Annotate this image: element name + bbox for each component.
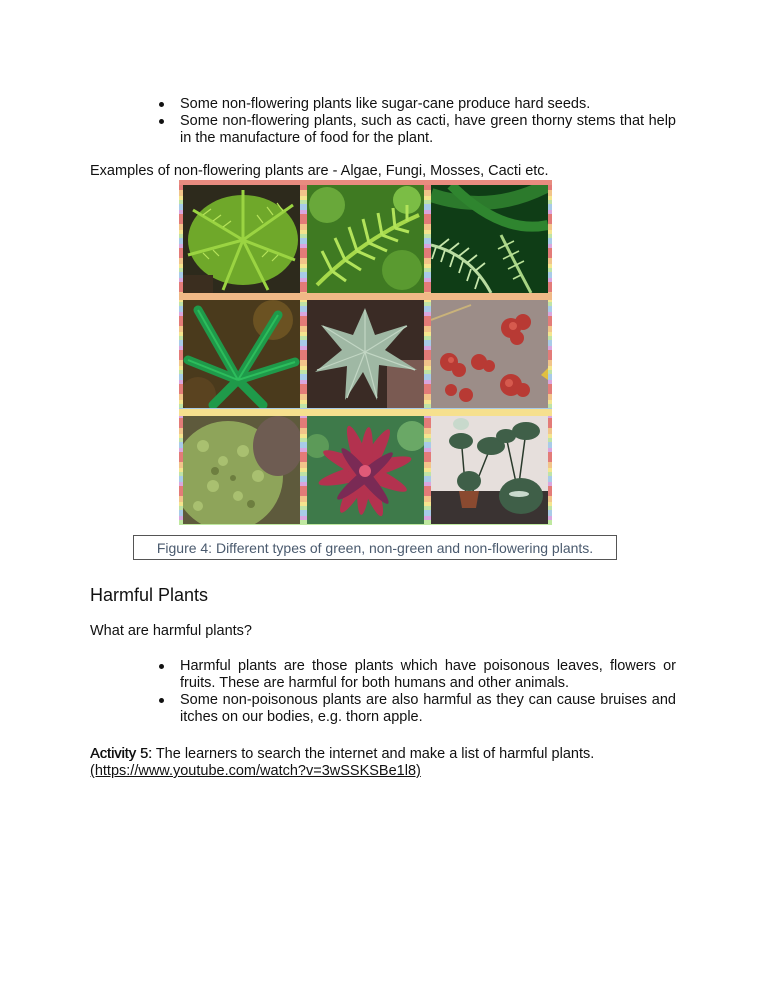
collage-divider (179, 293, 552, 300)
photo-potted-plants (431, 416, 548, 524)
photo-silver-fern (307, 300, 424, 408)
non-flowering-bullet-list (158, 96, 676, 147)
examples-paragraph: Examples of non-flowering plants are - Algae, Fungi, Mosses, Cacti etc. (90, 163, 549, 179)
photo-fern-bright (183, 185, 300, 293)
photo-red-leaf-plant (307, 416, 424, 524)
bullet-item: Some non-flowering plants like sugar-cane produce hard seeds. (158, 96, 676, 113)
plant-photo-collage (179, 180, 552, 525)
photo-fern-dark (431, 185, 548, 293)
youtube-link[interactable]: (https://www.youtube.com/watch?v=3wSSKSBe1l8) (90, 763, 421, 779)
photo-moss (183, 416, 300, 524)
collage-divider (179, 409, 552, 416)
photo-red-algae (431, 300, 548, 408)
photo-fern-frond (307, 185, 424, 293)
bullet-item: Harmful plants are those plants which have poisonous leaves, flowers or fruits. These are harmful for both humans and other animals. (158, 658, 676, 692)
activity-text: The learners to search the internet and make a list of harmful plants. (152, 746, 595, 762)
photo-sword-fern (183, 300, 300, 408)
harmful-plants-bullet-list (158, 658, 676, 726)
activity-label: Activity 5: (90, 746, 153, 762)
question-text: What are harmful plants? (90, 623, 252, 639)
figure-caption (133, 535, 617, 560)
activity-paragraph (90, 746, 594, 763)
bullet-item: Some non-poisonous plants are also harmful as they can cause bruises and itches on our bodies, e.g. thorn apple. (158, 692, 676, 726)
caption-text: Figure 4: Different types of green, non-green and non-flowering plants. (156, 539, 594, 556)
section-heading: Harmful Plants (90, 585, 209, 605)
bullet-item: Some non-flowering plants, such as cacti, have green thorny stems that help in the manufacture of food for the plant. (158, 113, 676, 147)
